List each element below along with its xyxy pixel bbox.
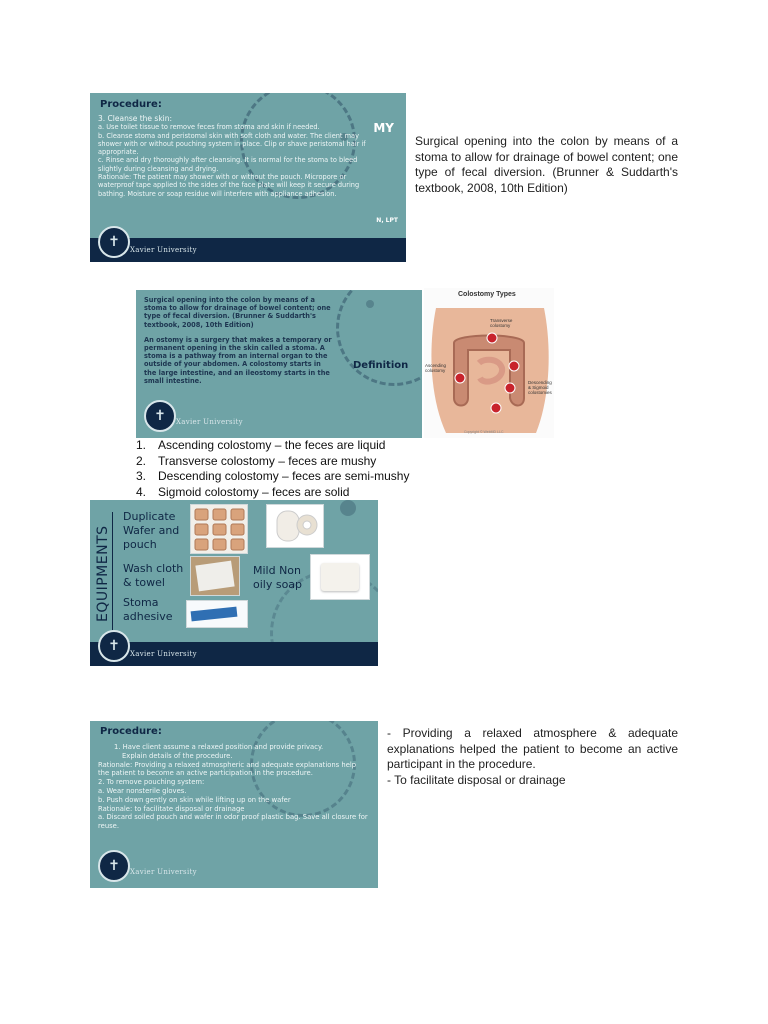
step-line: 1. Have client assume a relaxed position and provide privacy. — [114, 743, 324, 751]
label-ascending: Ascending colostomy — [425, 363, 447, 373]
equip-adhesive-label: Stoma adhesive — [123, 596, 173, 623]
label-descending: Descending & Sigmoid colostomies — [528, 380, 552, 395]
colostomy-types-list — [136, 438, 409, 500]
equip-soap-label: Mild Non oily soap — [253, 564, 303, 591]
stoma-sigmoid — [491, 403, 501, 413]
step-line: b. Cleanse stoma and peristomal skin with soft cloth and water. The client may shower with or without pouching system in place. Clip or shave peristomal hair if appropriate. — [98, 131, 366, 157]
stoma-transverse — [487, 333, 497, 343]
rationale-line: Rationale: Providing a relaxed atmospheric and adequate explanations help the patient to become an active participation in the procedure. — [98, 760, 357, 778]
adhesive-photo — [186, 600, 248, 628]
slide-definition — [136, 290, 422, 438]
diagram-copyright: Copyright © WebMD LLC — [464, 430, 504, 434]
university-logo: ✝ — [98, 630, 130, 662]
list-item: 4. Sigmoid colostomy – feces are solid — [136, 484, 350, 499]
definition-heading: Definition — [353, 360, 409, 371]
decor-dot — [340, 500, 356, 516]
ostomy-paragraph: An ostomy is a surgery that makes a temporary or permanent opening in the skin called a stoma. A stoma is a pathway from an internal organ to the outside of your abdomen. A colostomy starts in the large intestine, and an ileostomy starts in the small intestine. — [144, 335, 332, 385]
divider — [112, 512, 113, 630]
stoma-descending-2 — [505, 383, 515, 393]
label-transverse: Transverse colostomy — [490, 318, 513, 328]
university-name: Xavier University — [130, 246, 197, 254]
slide-equipments — [90, 500, 378, 666]
stoma-descending-1 — [509, 361, 519, 371]
step-line: 2. To remove pouching system: — [98, 778, 205, 787]
step-line: a. Wear nonsterile gloves. — [98, 786, 187, 795]
soap-photo — [310, 554, 370, 600]
stoma-ascending — [455, 373, 465, 383]
slide-procedure-cleanse — [90, 93, 406, 262]
step-line: b. Push down gently on skin while lifting up on the wafer — [98, 795, 291, 804]
vertical-title: EQUIPMENTS — [95, 525, 111, 622]
step-line: Explain details of the procedure. — [122, 751, 233, 760]
slide-procedure-remove — [90, 721, 378, 888]
university-name: Xavier University — [176, 418, 243, 426]
corner-title: MY — [373, 121, 394, 135]
equip-wafer-label: Duplicate Wafer and pouch — [123, 510, 180, 551]
rationale-line: Rationale: The patient may shower with or without the pouch. Micropore or waterproof tape applied to the sides of the face plate will keep it secure during bathing. Moisture or soap residue will interfere with appliance adhesion. — [98, 173, 360, 198]
slide-body — [98, 743, 368, 831]
rationale-note: - To facilitate disposal or drainage — [387, 772, 566, 787]
university-name: Xavier University — [130, 868, 197, 876]
list-item: 2. Transverse colostomy – feces are mushy — [136, 453, 377, 468]
step-line: c. Rinse and dry thoroughly after cleansing. It is normal for the stoma to bleed slightly during cleansing and drying. — [98, 156, 358, 173]
pouch-photo — [266, 504, 324, 548]
slide-title: Procedure: — [100, 99, 162, 110]
university-logo: ✝ — [98, 226, 130, 258]
diagram-title: Colostomy Types — [458, 291, 516, 298]
definition-paragraph: Surgical opening into the colon by means of a stoma to allow for drainage of bowel content; one type of fecal diversion. (Brunner & Suddarth's textbook, 2008, 10th Edition) — [144, 296, 331, 329]
rationale-note: - Providing a relaxed atmosphere & adequate explanations helped the patient to become an active participant in the procedure. — [387, 726, 678, 771]
decor-dot — [366, 300, 374, 308]
equip-washcloth-label: Wash cloth & towel — [123, 562, 184, 589]
definition-body — [144, 296, 334, 385]
list-item: 3. Descending colostomy – feces are semi-mushy — [136, 469, 410, 483]
credit-text: N, LPT — [376, 217, 398, 224]
wafer-photo — [190, 504, 248, 554]
slide-title: Procedure: — [100, 726, 162, 737]
definition-text: Surgical opening into the colon by means of a stoma to allow for drainage of bowel content; one type of fecal diversion. (Brunner & Suddarth's textbook, 2008, 10th Edition) — [415, 134, 678, 195]
university-logo: ✝ — [98, 850, 130, 882]
step-heading: 3. Cleanse the skin: — [98, 114, 173, 123]
slide-body — [98, 115, 376, 198]
decor-ring — [336, 290, 422, 386]
university-logo: ✝ — [144, 400, 176, 432]
colostomy-diagram — [424, 288, 554, 438]
washcloth-photo — [190, 556, 240, 596]
rationale-notes — [387, 726, 678, 788]
rationale-line: Rationale: to facilitate disposal or drainage — [98, 804, 245, 813]
university-name: Xavier University — [130, 650, 197, 658]
step-line: a. Use toilet tissue to remove feces from stoma and skin if needed. — [98, 123, 320, 132]
step-line: a. Discard soiled pouch and wafer in odor proof plastic bag. Save all closure for reuse. — [98, 813, 368, 831]
list-item: 1. Ascending colostomy – the feces are liquid — [136, 438, 386, 452]
